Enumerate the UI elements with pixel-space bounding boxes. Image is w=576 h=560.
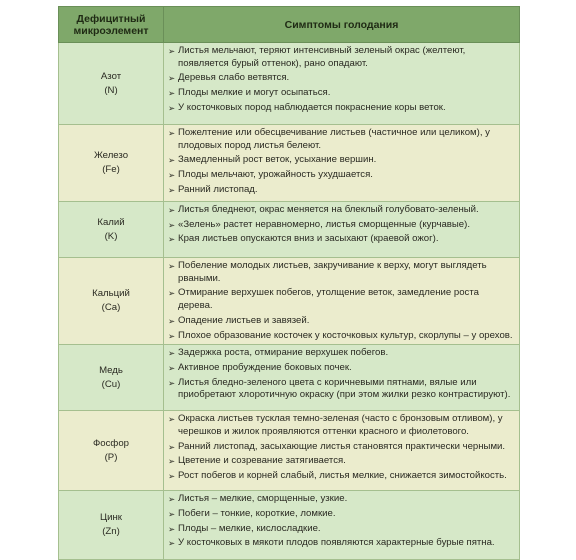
list-item — [168, 287, 515, 312]
list-item — [168, 493, 515, 506]
symptom-text: Задержка роста, отмирание верхушек побегов. — [178, 347, 389, 359]
right-arrowhead-icon: ➢ — [168, 46, 176, 56]
element-name: Калий — [97, 216, 125, 228]
element-symbol: (Cu) — [101, 378, 121, 390]
element-name-cell — [59, 411, 164, 491]
element-symbol: (Fe) — [102, 164, 120, 175]
list-item — [168, 87, 515, 100]
element-name: Азот — [100, 70, 122, 82]
right-arrowhead-icon: ➢ — [168, 205, 176, 215]
right-arrowhead-icon: ➢ — [168, 538, 176, 549]
right-arrowhead-icon: ➢ — [168, 234, 176, 245]
symptoms-cell — [164, 345, 520, 411]
symptom-text: Ранний листопад. — [178, 183, 258, 195]
right-arrowhead-icon: ➢ — [168, 441, 176, 452]
list-item — [168, 315, 515, 328]
right-arrowhead-icon: ➢ — [168, 508, 176, 519]
list-item — [168, 508, 515, 521]
element-symbol: (N) — [104, 84, 118, 96]
table-row — [59, 202, 520, 258]
element-symbol: (K) — [104, 230, 118, 242]
right-arrowhead-icon: ➢ — [168, 88, 176, 99]
symptom-text: Листья бледно-зеленого цвета с коричневыми пятнами, вялые или приобретают хлоротичную окраску (при этом жилки резко контрастируют). — [178, 376, 511, 401]
list-item — [168, 413, 515, 438]
right-arrowhead-icon: ➢ — [168, 348, 176, 359]
table-header-row — [59, 7, 520, 43]
symptoms-cell — [164, 491, 520, 560]
symptom-text: Побеление молодых листьев, закручивание к верху, могут выглядеть рваными. — [178, 260, 487, 284]
table-row — [59, 43, 520, 125]
element-name: Железо — [93, 150, 129, 161]
symptom-text: Листья мельчают, теряют интенсивный зеленый окрас (желтеют, появляется бурый оттенок), рано опадают. — [178, 45, 466, 69]
list-item — [168, 154, 515, 167]
symptom-text: Плохое образование косточек у косточковых культур, скорлупы – у орехов. — [178, 329, 513, 341]
right-arrowhead-icon: ➢ — [168, 288, 176, 299]
element-name: Цинк — [100, 512, 122, 524]
element-name-cell — [59, 345, 164, 411]
table-row — [59, 125, 520, 202]
right-arrowhead-icon: ➢ — [168, 261, 176, 271]
header-deficient-element — [59, 7, 164, 43]
symptom-text: Цветение и созревание затягивается. — [178, 455, 346, 467]
symptom-text: У косточковых в мякоти плодов появляются характерные бурые пятна. — [178, 537, 495, 549]
header-col1-line1: Дефицитный — [76, 12, 146, 25]
list-item — [168, 470, 515, 483]
symptom-text: «Зелень» растет неравномерно, листья сморщенные (курчавые). — [178, 218, 470, 230]
right-arrowhead-icon: ➢ — [168, 128, 176, 138]
right-arrowhead-icon: ➢ — [168, 315, 176, 326]
symptom-text: Активное пробуждение боковых почек. — [178, 361, 352, 373]
table-row — [59, 491, 520, 560]
element-name: Кальций — [92, 288, 130, 300]
table-row — [59, 258, 520, 345]
symptoms-cell — [164, 202, 520, 258]
symptoms-cell — [164, 411, 520, 491]
list-item — [168, 537, 515, 550]
right-arrowhead-icon: ➢ — [168, 414, 176, 425]
right-arrowhead-icon: ➢ — [168, 170, 176, 181]
symptom-text: Деревья слабо ветвятся. — [178, 72, 290, 84]
symptom-text: Опадение листьев и завязей. — [178, 314, 310, 326]
table-row — [59, 411, 520, 491]
list-item — [168, 45, 515, 70]
list-item — [168, 377, 515, 402]
list-item — [168, 441, 515, 454]
right-arrowhead-icon: ➢ — [168, 362, 176, 373]
element-name: Медь — [99, 364, 123, 376]
table-body — [59, 43, 520, 560]
list-item — [168, 169, 515, 182]
list-item — [168, 204, 515, 217]
right-arrowhead-icon: ➢ — [168, 155, 176, 166]
symptom-text: Рост побегов и корней слабый, листья мелкие, снижается зимостойкость. — [178, 470, 507, 482]
right-arrowhead-icon: ➢ — [168, 523, 176, 534]
list-item — [168, 260, 515, 285]
symptom-text: Побеги – тонкие, короткие, ломкие. — [178, 507, 336, 519]
list-item — [168, 72, 515, 85]
symptom-text: Ранний листопад, засыхающие листья становятся практически черными. — [178, 440, 506, 452]
right-arrowhead-icon: ➢ — [168, 184, 176, 195]
right-arrowhead-icon: ➢ — [168, 73, 176, 84]
list-item — [168, 455, 515, 468]
list-item — [168, 233, 515, 246]
symptom-text: Окраска листьев тусклая темно-зеленая (часто с бронзовым отливом), у черешков и жилок проявляются оттенки красного и фиолетового. — [178, 413, 503, 437]
list-item — [168, 362, 515, 375]
element-name-cell — [59, 202, 164, 258]
right-arrowhead-icon: ➢ — [168, 102, 176, 113]
symptoms-cell — [164, 258, 520, 345]
element-symbol: (P) — [104, 451, 118, 463]
symptom-text: Плоды – мелкие, кислосладкие. — [178, 522, 321, 534]
list-item — [168, 102, 515, 115]
list-item — [168, 347, 515, 360]
deficiency-table — [58, 6, 520, 560]
symptom-text: Отмирание верхушек побегов, утолщение веток, замедление роста дерева. — [178, 287, 479, 312]
right-arrowhead-icon: ➢ — [168, 219, 176, 230]
deficiency-table-document — [58, 6, 520, 549]
element-name-cell — [59, 491, 164, 560]
symptom-text: Плоды мельчают, урожайность ухудшается. — [178, 169, 373, 181]
right-arrowhead-icon: ➢ — [168, 330, 176, 341]
symptoms-cell — [164, 43, 520, 125]
symptom-text: Края листьев опускаются вниз и засыхают (краевой ожог). — [178, 233, 439, 245]
symptoms-cell — [164, 125, 520, 202]
list-item — [168, 184, 515, 197]
table-row — [59, 345, 520, 411]
element-name-cell — [59, 125, 164, 202]
right-arrowhead-icon: ➢ — [168, 456, 176, 467]
right-arrowhead-icon: ➢ — [168, 377, 176, 388]
right-arrowhead-icon: ➢ — [168, 494, 176, 505]
symptom-text: У косточковых пород наблюдается покраснение коры веток. — [178, 101, 446, 113]
symptom-text: Плоды мелкие и могут осыпаться. — [178, 87, 331, 99]
symptom-text: Листья – мелкие, сморщенные, узкие. — [178, 493, 348, 505]
header-symptoms: Симптомы голодания — [164, 7, 520, 43]
list-item — [168, 330, 515, 343]
element-name-cell — [59, 43, 164, 125]
list-item — [168, 127, 515, 152]
element-name: Фосфор — [93, 437, 129, 449]
element-name-cell — [59, 258, 164, 345]
element-symbol: (Ca) — [101, 302, 121, 314]
symptom-text: Замедленный рост веток, усыхание вершин. — [178, 154, 377, 166]
list-item — [168, 219, 515, 232]
symptom-text: Листья бледнеют, окрас меняется на блеклый голубовато-зеленый. — [178, 204, 479, 215]
symptom-text: Пожелтение или обесцвечивание листьев (частичное или целиком), у плодовых пород листья белеют. — [178, 127, 490, 151]
header-col1-line2: микроэлемент — [73, 24, 149, 37]
element-symbol: (Zn) — [102, 526, 120, 538]
right-arrowhead-icon: ➢ — [168, 471, 176, 482]
